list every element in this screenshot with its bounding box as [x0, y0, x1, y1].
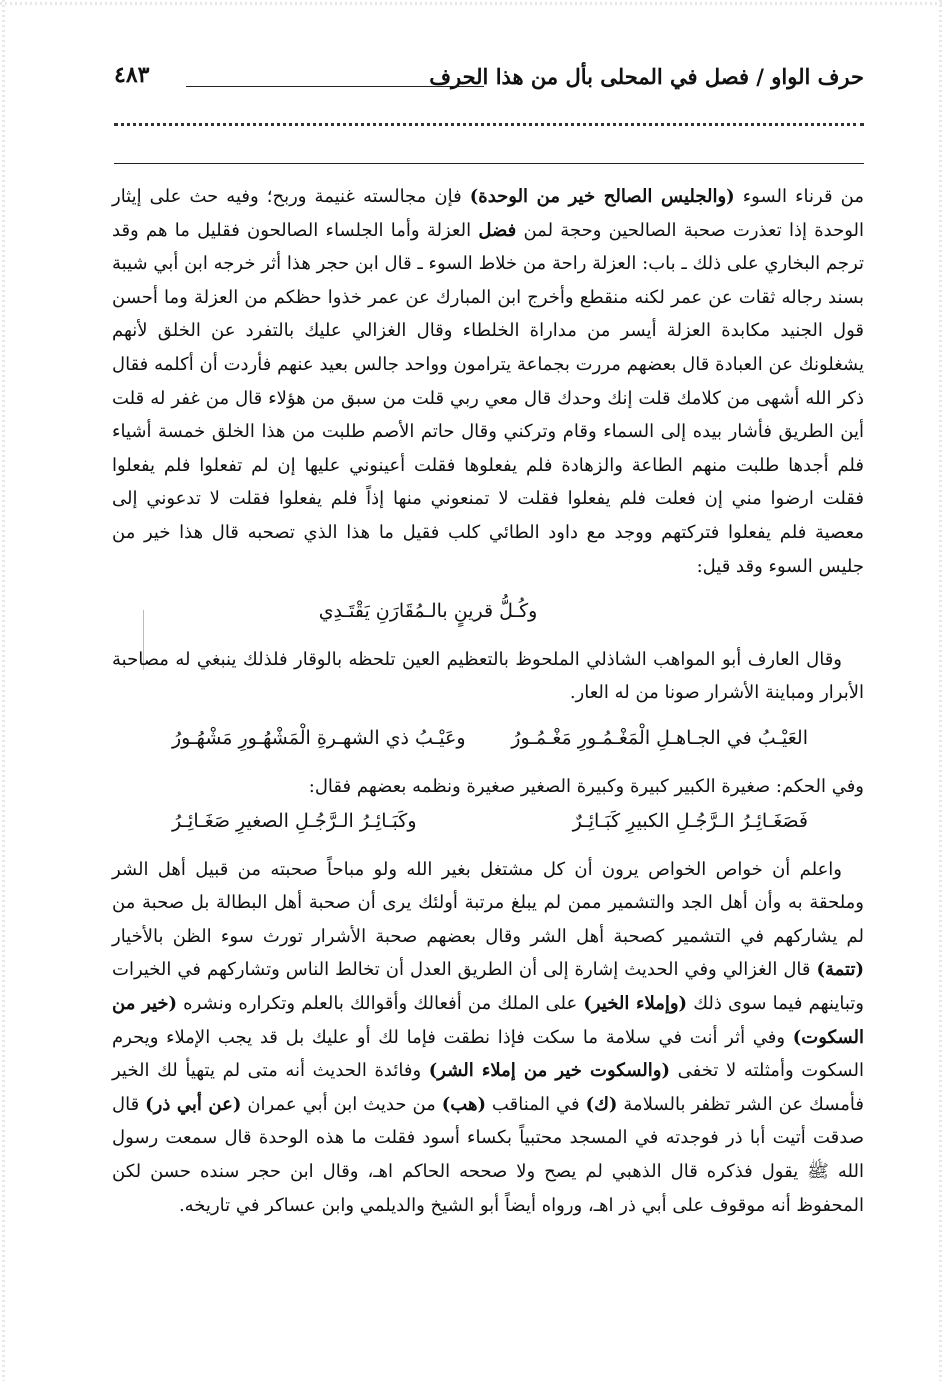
p4-text-i: وفائدة الحديث أنه متى لم يتهيأ لك الخير فأمسك عن الشر تظفر بالسلامة [112, 1060, 865, 1115]
dotted-separator [114, 123, 864, 126]
scan-edge-right [939, 0, 942, 1381]
header-rule [186, 86, 484, 87]
verse-line: وكُـلُّ قرينٍ بالـمُقَارَنِ يَقْتَـدِي [318, 600, 538, 623]
couplet-2-second-half: وكَبَـائِـرُ الـرَّجُـلِ الصغيرِ صَغَـائِـرُ [172, 810, 417, 833]
p4-hadith-quote-3: (والسكوت خير من إملاء الشر) [428, 1060, 670, 1082]
p4-text-g: وفي أثر أنت في سلامة ما سكت فإذا نطقت فإما لك أو عليك بل قد يجب الإملاء ويحرم السكوت وأمثلته لا تخفى [112, 1026, 864, 1082]
couplet-2-first-half: فَصَغَـائِـرُ الـرَّجُـلِ الكبيرِ كَبَـائِـرٌ [572, 810, 808, 833]
page-number: ٤٨٣ [114, 62, 150, 88]
p1-text-e: العزلة وأما الجلساء الصالحون فقليل ما هم وقد ترجم البخاري على ذلك ـ باب: العزلة راحة من خلاط السوء ـ قال ابن حجر هذا أثر خرجه ابن أبي شيبة بسند رجاله ثقات عن عمر لكنه منقطع وأخرج ابن المبارك عن عمر خذوا حظكم من العزلة وما أحسن قول الجنيد مكابدة العزلة أيسر من مداراة الخلطاء وقال الغزالي عليك بالتفرد عن الخلق لأنهم يشغلونك عن العبادة قال بعضهم مررت بجماعة يترامون وواحد جالس بعيد عنهم فأردت أن أكلمه فقال ذكر الله أشهى من كلامك قلت إنك وحدك قال معي ربي قلت من سبق من هؤلاء قال من غفر له قلت أين الطريق فأشار بيده إلى السماء وقام وتركني وقال حاتم الأصم طلبت من هذا الخلق خمسة أشياء فلم أجدها طلبت منهم الطاعة والزهادة فلم يفعلوها فقلت أعينوني عليها إن لم تفعلوا فلم يفعلوا فقلت ارضوا مني إن فعلت فلم يفعلوا فقلت لا تمنعوني منها إذاً فلم يفعلوا فقلت لا تدعوني إلى معصية فلم يفعلوا فتركتهم ووجد مع داود الطائي كلب فقيل ما هذا الذي تصحبه قال هذا خير من جليس السوء وقد قيل: [112, 219, 864, 577]
p4-text-e: على الملك من أفعالك وأقوالك بالعلم وتكراره ونشره [177, 993, 584, 1015]
scan-edge-top [0, 2, 944, 5]
poem-couplet-1 [112, 722, 864, 756]
paragraph-3: وفي الحكم: صغيرة الكبير كبيرة وكبيرة الصغير صغيرة ونظمه بعضهم فقال: [308, 775, 864, 797]
poem-couplet-2 [112, 805, 864, 839]
couplet-1-first-half: العَيْـبُ في الجـاهـلِ الْمَغْـمُـورِ مَغْـمُـورُ [511, 726, 808, 749]
paragraph-2: وقال العارف أبو المواهب الشاذلي الملحوظ بالتعظيم العين تلحظه بالوقار فلذلك ينبغي له مصاحبة الأبرار ومباينة الأشرار صونا من له العار. [112, 648, 864, 704]
p4-text-c: قال الغزالي وفي الحديث إشارة إلى أن الطريق العدل أن تخالط الناس وتشاركهم في الخيرات وتباينهم فيما سوى ذلك [112, 959, 864, 1015]
couplet-1-second-half: وعَيْـبُ ذي الشهـرةِ الْمَشْهُـورِ مَشْهُـورُ [172, 726, 466, 749]
p4-text-a: واعلم أن خواص الخواص يرون أن كل مشتغل بغير الله ولو مباحاً صحبته من قبيل أهل الشر وملحقة به وأن أهل الجد والتشمير ممن لم يبلغ مرتبة أولئك يرى أن صحبة أهل البطالة بل صحبة من لم يشاركهم في التشمير كصحبة أهل الشر وقال بعضهم صحبة الأشرار تورث سوء الظن بالأخيار [112, 858, 864, 947]
paragraph-4 [112, 853, 864, 1223]
p4-text-o: قال صدقت أتيت أبا ذر فوجدته في المسجد محتبياً بكساء أسود فقلت ما هذه الوحدة قال سمعت رسول الله ﷺ يقول فذكره قال الذهبي لم يصح ولا صححه الحاكم اهـ، وقال ابن حجر سنده حسن لكن المحفوظ أنه موقوف على أبي ذر اهـ، ورواه أيضاً أبو الشيخ والديلمي وابن عساكر في تاريخه. [112, 1093, 864, 1216]
p4-narrator: (عن أبي ذر) [145, 1093, 242, 1115]
body-text [112, 180, 864, 1222]
p1-hadith-quote: (والجليس الصالح خير من الوحدة) [469, 186, 735, 207]
p4-source-hb: (هب) [441, 1093, 486, 1115]
p4-hadith-quote-2: (خير من السكوت) [112, 993, 864, 1048]
body-top-rule [114, 163, 864, 164]
p4-hadith-quote-1: (وإملاء الخير) [583, 993, 688, 1015]
p4-text-k: في المناقب [485, 1093, 586, 1115]
p4-heading-tatimma: (تتمة) [816, 959, 864, 981]
p1-text-c: فإن مجالسته غنيمة وربح؛ وفيه حث على إيثار الوحدة إذا تعذرت صحبة الصالحين وحجة لمن [112, 186, 864, 241]
scan-edge-left [2, 0, 5, 1381]
running-header [114, 58, 864, 98]
p1-bold-word: فضل [478, 219, 517, 241]
header-title: حرف الواو / فصل في المحلى بأل من هذا الحرف [429, 64, 864, 89]
paragraph-1 [112, 180, 864, 583]
p4-source-k: (ك) [585, 1093, 618, 1115]
p1-text-a: من قرناء السوء [734, 186, 864, 207]
p4-text-m: من حديث ابن أبي عمران [241, 1093, 442, 1115]
